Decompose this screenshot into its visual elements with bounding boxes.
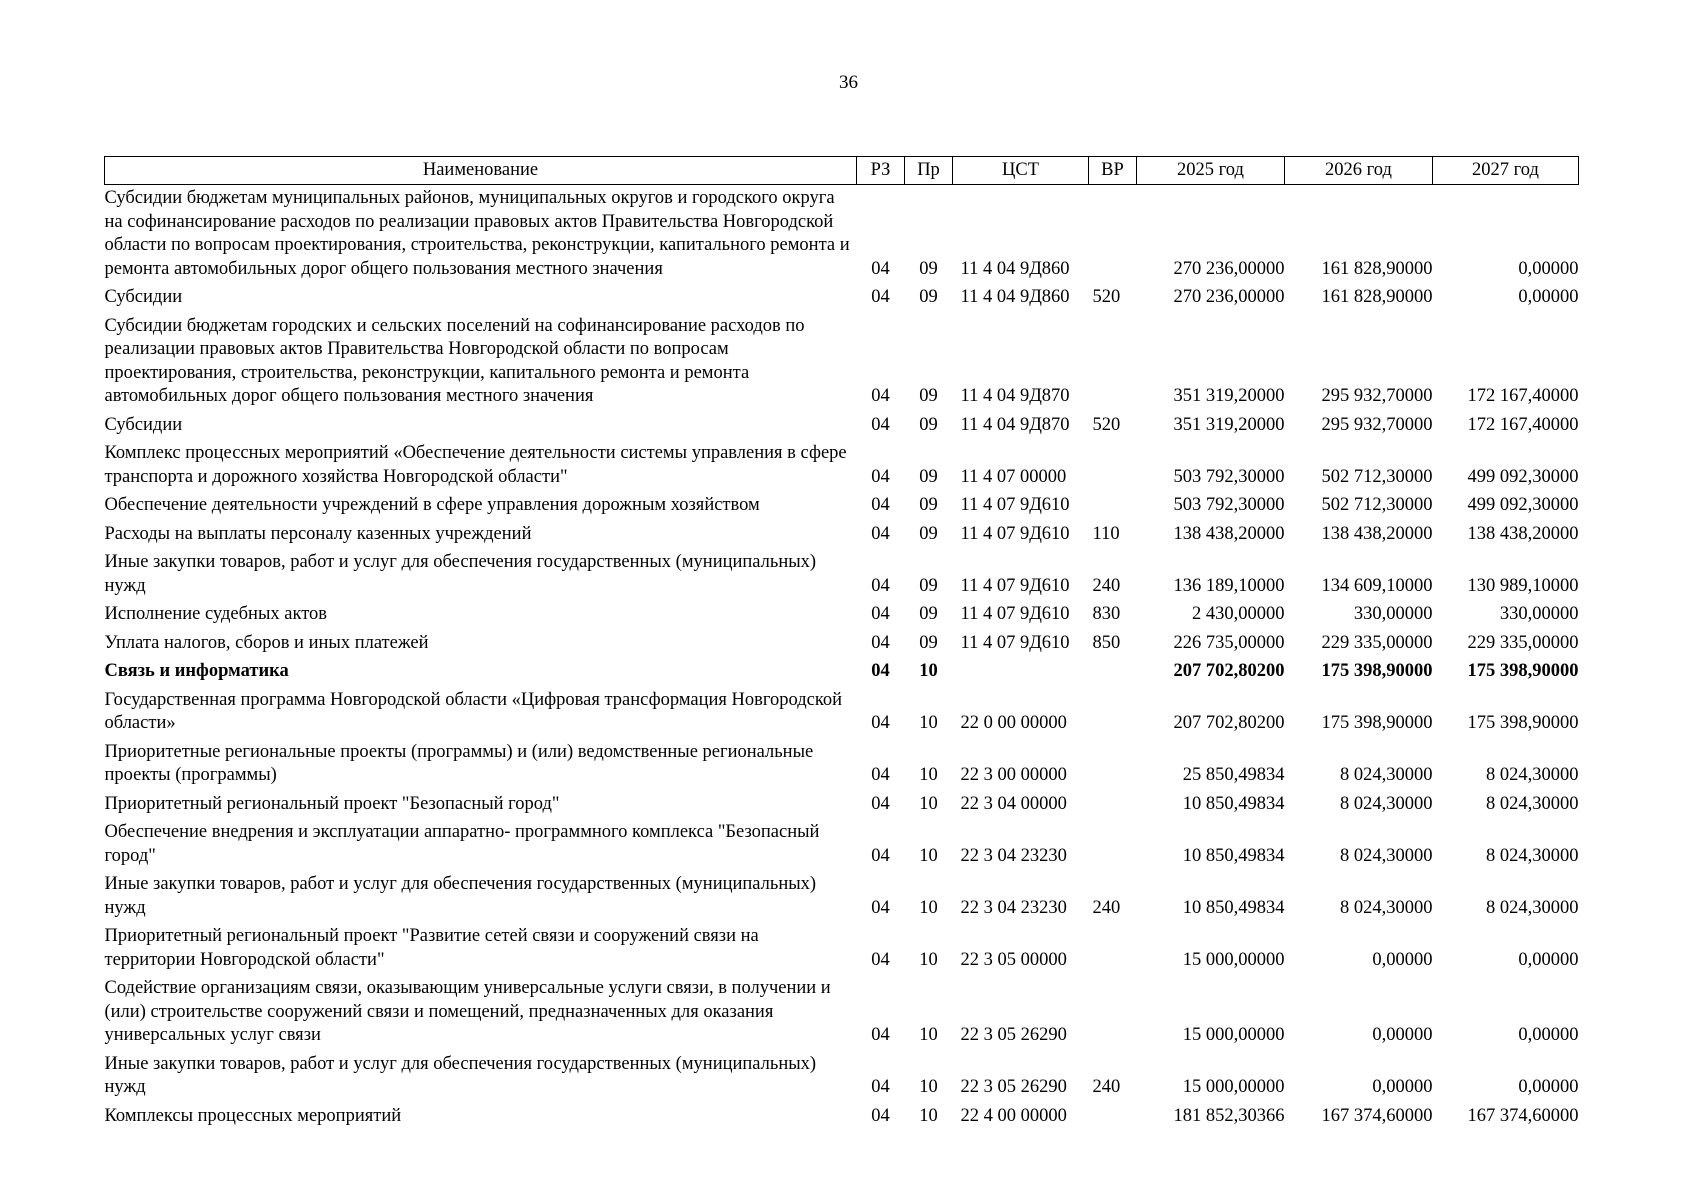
cell-name: Связь и информатика [104, 661, 289, 681]
table-row [105, 660, 1579, 689]
cell-name: Субсидии бюджетам муниципальных районов, муниципальных округов и городского округа на софинансирование расходов по реализации правовых актов Правительства Новгородской области по вопросам проектирования, строительства, реконструкции, капитального ремонта и ремонта автомобильных дорог общего пользования местного значения [104, 188, 850, 279]
cell-name: Обеспечение деятельности учреждений в сфере управления дорожным хозяйством [104, 495, 760, 515]
header-2025: 2025 год [1137, 157, 1285, 185]
cell-2026: 161 828,90000 [1321, 258, 1433, 279]
cell-name: Исполнение судебных актов [104, 604, 328, 624]
cell-2027: 138 438,20000 [1467, 523, 1579, 544]
cell-cst: 11 4 07 00000 [960, 466, 1067, 487]
cell-2026: 175 398,90000 [1321, 713, 1433, 733]
table-row [105, 821, 1579, 873]
table-row [105, 494, 1579, 523]
cell-2026: 167 374,60000 [1321, 1105, 1433, 1126]
cell-cst: 11 4 07 9Д610 [960, 632, 1070, 653]
table-row [105, 793, 1579, 822]
cell-name: Субсидии бюджетам городских и сельских поселений на софинансирование расходов по реализации правовых актов Правительства Новгородской области по вопросам проектирования, строительства, реконструкции, капитального ремонта и ремонта автомобильных дорог общего пользования местного значения [104, 315, 805, 406]
table-row [105, 1053, 1579, 1105]
cell-vr [1089, 793, 1137, 822]
table-body [105, 185, 1579, 1134]
cell-2025: 10 850,49834 [1182, 845, 1285, 866]
cell-2027: 499 092,30000 [1467, 466, 1579, 487]
cell-vr: 240 [1092, 1077, 1121, 1097]
cell-name: Обеспечение внедрения и эксплуатации аппаратно- программного комплекса "Безопасный город" [104, 822, 820, 866]
cell-2027: 229 335,00000 [1467, 632, 1579, 653]
cell-name: Субсидии [104, 414, 183, 435]
cell-vr [1089, 660, 1137, 689]
cell-2025: 138 438,20000 [1173, 523, 1285, 544]
cell-vr [1089, 925, 1137, 977]
cell-2026: 295 932,70000 [1321, 386, 1433, 406]
cell-pr: 09 [919, 386, 938, 406]
cell-cst: 22 3 04 23230 [960, 897, 1067, 918]
cell-rz: 04 [871, 258, 890, 279]
cell-2026: 8 024,30000 [1340, 765, 1433, 785]
header-cst: ЦСТ [953, 157, 1089, 185]
cell-rz: 04 [871, 949, 890, 970]
cell-pr: 10 [919, 793, 938, 814]
cell-2025: 10 850,49834 [1182, 793, 1285, 814]
cell-cst: 22 3 00 00000 [960, 765, 1067, 785]
cell-rz: 04 [871, 523, 890, 544]
cell-2025: 2 430,00000 [1192, 604, 1285, 624]
cell-2026: 138 438,20000 [1321, 523, 1433, 544]
cell-cst: 22 3 05 26290 [960, 1025, 1067, 1045]
cell-2025: 226 735,00000 [1173, 632, 1285, 653]
cell-cst: 11 4 04 9Д870 [960, 414, 1070, 435]
cell-vr [1089, 977, 1137, 1053]
cell-rz: 04 [871, 661, 890, 681]
cell-vr [1089, 689, 1137, 741]
cell-2026: 0,00000 [1372, 949, 1433, 970]
cell-2025: 136 189,10000 [1173, 575, 1285, 596]
cell-cst: 11 4 07 9Д610 [960, 604, 1070, 624]
cell-2027: 8 024,30000 [1486, 845, 1579, 866]
cell-pr: 10 [919, 1105, 938, 1126]
cell-2026: 502 712,30000 [1321, 466, 1433, 487]
cell-rz: 04 [871, 632, 890, 653]
cell-vr: 520 [1092, 287, 1121, 307]
cell-rz: 04 [871, 495, 890, 515]
cell-2026: 161 828,90000 [1321, 287, 1433, 307]
table-row [105, 185, 1579, 287]
table-row [105, 442, 1579, 494]
cell-pr: 09 [919, 495, 938, 515]
cell-vr [1089, 315, 1137, 414]
table-row [105, 977, 1579, 1053]
page-number: 36 [839, 72, 858, 93]
cell-rz: 04 [871, 1025, 890, 1045]
cell-cst: 22 3 05 00000 [960, 949, 1067, 970]
cell-cst: 22 4 00 00000 [960, 1105, 1067, 1126]
cell-2026: 330,00000 [1353, 604, 1433, 624]
header-2026: 2026 год [1285, 157, 1433, 185]
cell-2027: 8 024,30000 [1486, 793, 1579, 814]
cell-2026: 8 024,30000 [1340, 897, 1433, 918]
cell-pr: 09 [919, 258, 938, 279]
cell-pr: 09 [919, 414, 938, 435]
cell-pr: 10 [919, 713, 938, 733]
cell-2026: 134 609,10000 [1321, 575, 1433, 596]
cell-cst: 11 4 04 9Д860 [960, 258, 1070, 279]
cell-2027: 499 092,30000 [1467, 495, 1579, 515]
table-row [105, 1105, 1579, 1134]
cell-rz: 04 [871, 845, 890, 866]
cell-2025: 351 319,20000 [1173, 414, 1285, 435]
cell-name: Государственная программа Новгородской области «Цифровая трансформация Новгородской области» [104, 689, 843, 733]
cell-2025: 351 319,20000 [1173, 386, 1285, 406]
cell-2025: 503 792,30000 [1173, 495, 1285, 515]
cell-2025: 270 236,00000 [1173, 287, 1285, 307]
cell-name: Уплата налогов, сборов и иных платежей [104, 632, 429, 653]
cell-2027: 130 989,10000 [1467, 575, 1579, 596]
cell-pr: 10 [919, 1025, 938, 1045]
cell-cst: 22 3 05 26290 [960, 1077, 1067, 1097]
header-rz: РЗ [857, 157, 905, 185]
cell-cst: 11 4 04 9Д870 [960, 386, 1070, 406]
cell-name: Комплекс процессных мероприятий «Обеспечение деятельности системы управления в сфере транспорта и дорожного хозяйства Новгородской области" [104, 443, 847, 487]
header-vr: ВР [1089, 157, 1137, 185]
cell-vr: 240 [1092, 575, 1121, 596]
cell-cst: 11 4 07 9Д610 [960, 523, 1070, 544]
cell-pr: 10 [919, 661, 938, 681]
cell-2027: 172 167,40000 [1467, 386, 1579, 406]
cell-cst: 22 0 00 00000 [960, 713, 1067, 733]
cell-rz: 04 [871, 713, 890, 733]
cell-name: Иные закупки товаров, работ и услуг для обеспечения государственных (муниципальных) нужд [104, 552, 817, 596]
cell-2026: 502 712,30000 [1321, 495, 1433, 515]
table-row [105, 414, 1579, 443]
cell-2026: 295 932,70000 [1321, 414, 1433, 435]
header-2027: 2027 год [1433, 157, 1579, 185]
cell-pr: 09 [919, 604, 938, 624]
cell-2027: 8 024,30000 [1486, 897, 1579, 918]
cell-name: Иные закупки товаров, работ и услуг для обеспечения государственных (муниципальных) нужд [104, 1053, 817, 1097]
cell-name: Содействие организациям связи, оказывающим универсальные услуги связи, в получении и (или) строительстве сооружений связи и помещений, предназначенных для оказания универсальных услуг связи [104, 978, 831, 1045]
table-row [105, 632, 1579, 661]
cell-2025: 10 850,49834 [1182, 897, 1285, 918]
cell-pr: 09 [919, 575, 938, 596]
cell-2026: 229 335,00000 [1321, 632, 1433, 653]
cell-2027: 8 024,30000 [1486, 765, 1579, 785]
cell-pr: 10 [919, 845, 938, 866]
cell-cst [953, 660, 1089, 689]
cell-pr: 10 [919, 765, 938, 785]
cell-vr: 520 [1092, 414, 1121, 435]
cell-2027: 172 167,40000 [1467, 414, 1579, 435]
cell-rz: 04 [871, 604, 890, 624]
cell-name: Приоритетные региональные проекты (программы) и (или) ведомственные региональные проекты (программы) [104, 741, 814, 785]
cell-vr [1089, 1105, 1137, 1134]
cell-2027: 175 398,90000 [1467, 661, 1579, 681]
cell-2026: 0,00000 [1372, 1077, 1433, 1097]
cell-2027: 175 398,90000 [1467, 713, 1579, 733]
budget-table [104, 156, 1579, 1133]
cell-vr [1089, 821, 1137, 873]
cell-vr: 850 [1092, 632, 1121, 653]
cell-cst: 22 3 04 23230 [960, 845, 1067, 866]
cell-cst: 11 4 07 9Д610 [960, 575, 1070, 596]
cell-2027: 167 374,60000 [1467, 1105, 1579, 1126]
cell-2026: 8 024,30000 [1340, 793, 1433, 814]
cell-rz: 04 [871, 793, 890, 814]
cell-pr: 10 [919, 897, 938, 918]
cell-2026: 8 024,30000 [1340, 845, 1433, 866]
cell-name: Расходы на выплаты персоналу казенных учреждений [104, 523, 532, 544]
cell-name: Субсидии [104, 287, 183, 307]
cell-rz: 04 [871, 765, 890, 785]
cell-rz: 04 [871, 466, 890, 487]
cell-pr: 09 [919, 523, 938, 544]
cell-pr: 09 [919, 632, 938, 653]
cell-2027: 0,00000 [1518, 287, 1579, 307]
cell-rz: 04 [871, 1077, 890, 1097]
table-header [105, 157, 1579, 185]
cell-vr [1089, 494, 1137, 523]
table-row [105, 689, 1579, 741]
cell-2025: 25 850,49834 [1182, 765, 1285, 785]
cell-vr [1089, 185, 1137, 287]
cell-2026: 0,00000 [1372, 1025, 1433, 1045]
cell-cst: 11 4 07 9Д610 [960, 495, 1070, 515]
header-pr: Пр [905, 157, 953, 185]
cell-vr: 830 [1092, 604, 1121, 624]
cell-2025: 15 000,00000 [1182, 1077, 1285, 1097]
cell-pr: 09 [919, 466, 938, 487]
cell-rz: 04 [871, 897, 890, 918]
cell-vr: 110 [1092, 523, 1120, 544]
table-row [105, 286, 1579, 315]
table-row [105, 551, 1579, 603]
cell-cst: 11 4 04 9Д860 [960, 287, 1070, 307]
cell-2025: 207 702,80200 [1173, 661, 1285, 681]
cell-pr: 09 [919, 287, 938, 307]
cell-2025: 15 000,00000 [1182, 1025, 1285, 1045]
cell-2027: 0,00000 [1518, 258, 1579, 279]
cell-pr: 10 [919, 1077, 938, 1097]
cell-2027: 0,00000 [1518, 1077, 1579, 1097]
cell-vr [1089, 741, 1137, 793]
cell-name: Комплексы процессных мероприятий [104, 1105, 402, 1126]
table-row [105, 315, 1579, 414]
cell-pr: 10 [919, 949, 938, 970]
cell-2025: 270 236,00000 [1173, 258, 1285, 279]
cell-2027: 0,00000 [1518, 949, 1579, 970]
header-row [105, 157, 1579, 185]
cell-2025: 15 000,00000 [1182, 949, 1285, 970]
cell-rz: 04 [871, 287, 890, 307]
cell-2025: 503 792,30000 [1173, 466, 1285, 487]
table-row [105, 873, 1579, 925]
cell-cst: 22 3 04 00000 [960, 793, 1067, 814]
cell-vr [1089, 442, 1137, 494]
cell-name: Приоритетный региональный проект "Безопасный город" [104, 793, 560, 814]
cell-rz: 04 [871, 386, 890, 406]
table-row [105, 603, 1579, 632]
cell-rz: 04 [871, 414, 890, 435]
table-row [105, 523, 1579, 552]
cell-vr: 240 [1092, 897, 1121, 918]
cell-name: Приоритетный региональный проект "Развитие сетей связи и сооружений связи на территории Новгородской области" [104, 926, 759, 970]
cell-rz: 04 [871, 1105, 890, 1126]
cell-2026: 175 398,90000 [1321, 661, 1433, 681]
cell-2025: 207 702,80200 [1173, 713, 1285, 733]
cell-2027: 330,00000 [1499, 604, 1579, 624]
cell-2027: 0,00000 [1518, 1025, 1579, 1045]
table-row [105, 741, 1579, 793]
table-row [105, 925, 1579, 977]
cell-rz: 04 [871, 575, 890, 596]
cell-name: Иные закупки товаров, работ и услуг для обеспечения государственных (муниципальных) нужд [104, 874, 817, 918]
header-name: Наименование [105, 157, 857, 185]
cell-2025: 181 852,30366 [1173, 1105, 1285, 1126]
